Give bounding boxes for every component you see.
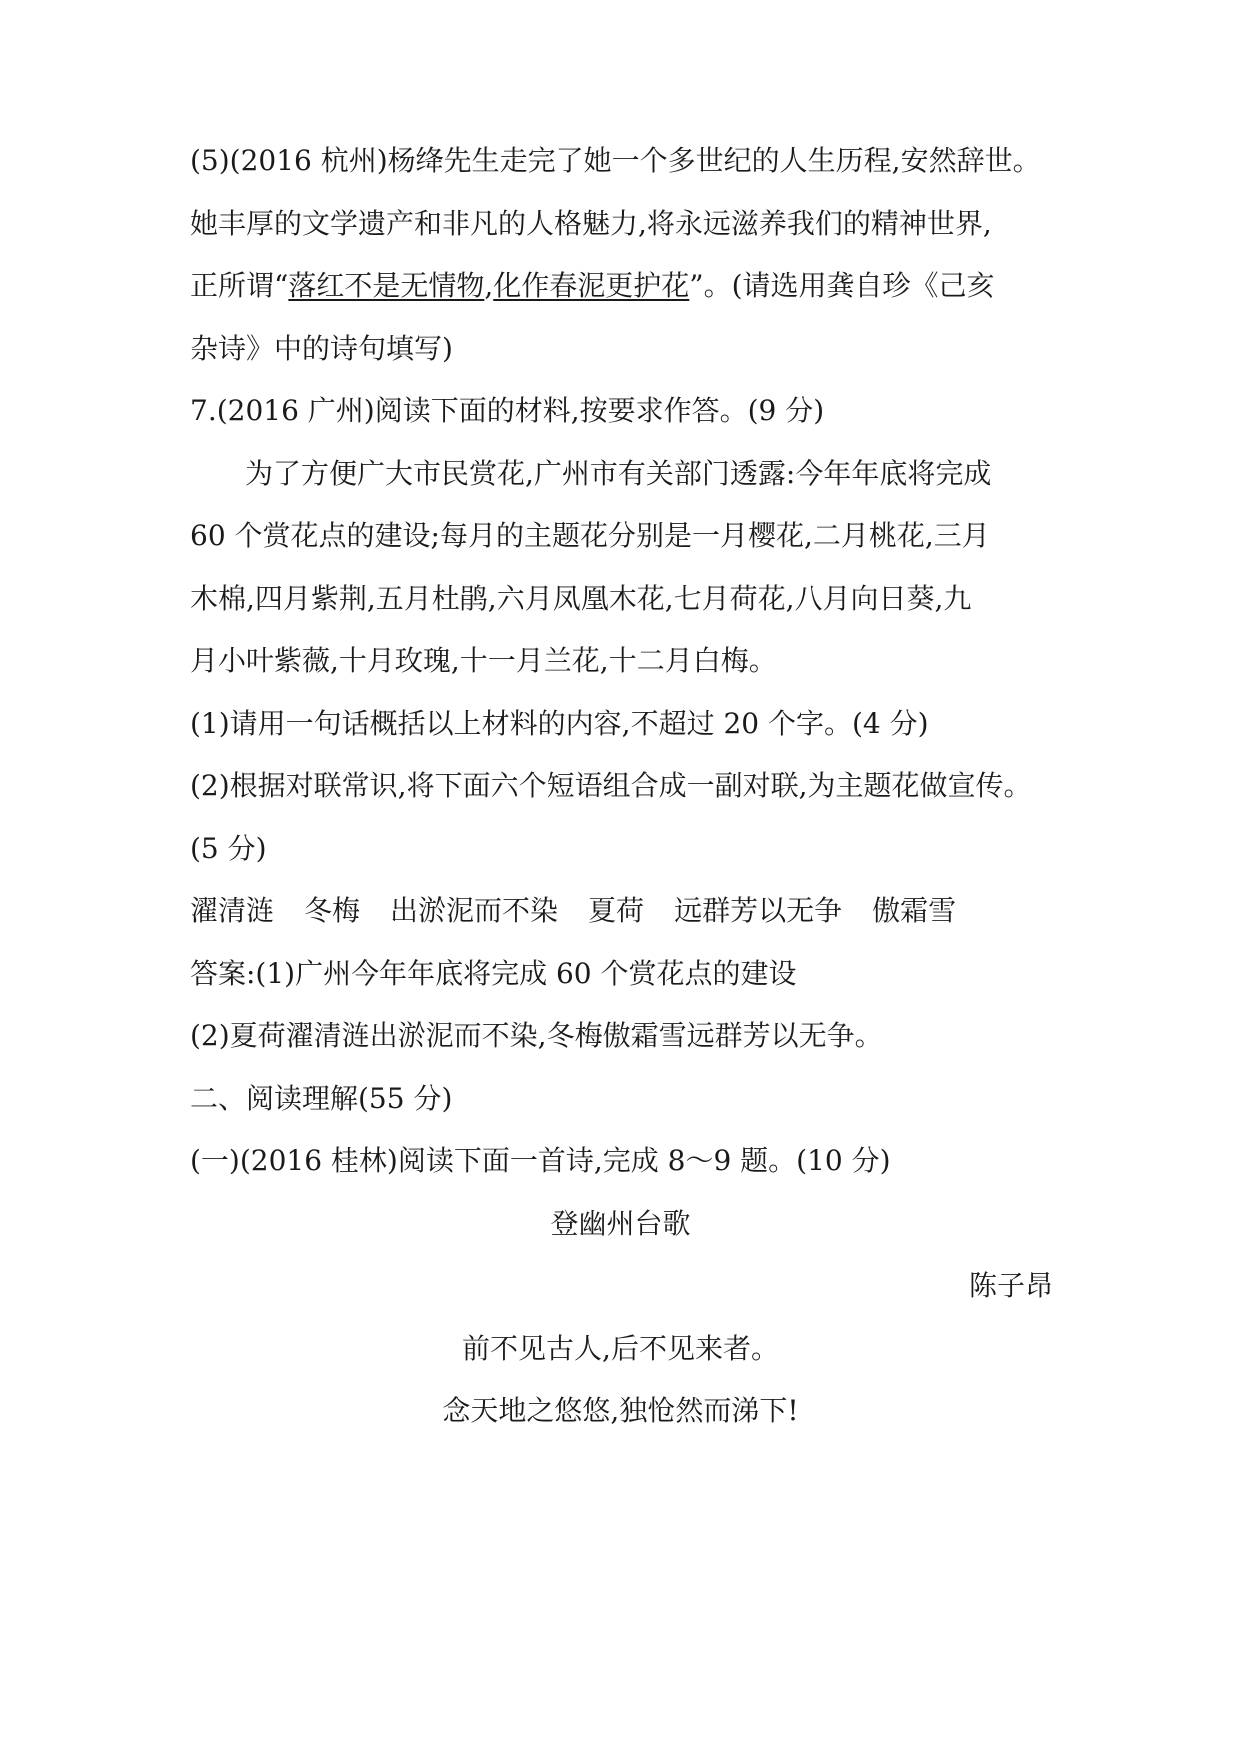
answer-underlined-2: 化作春泥更护花 [493,269,690,302]
q7-answer-1: 答案:(1)广州今年年底将完成 60 个赏花点的建设 [190,957,797,990]
phrase-item: 傲霜雪 [872,894,957,927]
q7-subquestion-1: (1)请用一句话概括以上材料的内容,不超过 20 个字。(4 分) [190,707,929,740]
q7-paragraph-line-1: 为了方便广大市民赏花,广州市有关部门透露:今年年底将完成 [245,457,992,490]
phrase-item: 远群芳以无争 [674,894,843,927]
q7-paragraph-line-3: 木棉,四月紫荆,五月杜鹃,六月凤凰木花,七月荷花,八月向日葵,九 [190,582,972,615]
quote-close-text: ”。(请选用龚自珍《己亥 [689,269,995,302]
section-title: 二、阅读理解(55 分) [190,1082,453,1115]
q7-subquestion-2-score: (5 分) [190,832,267,865]
phrase-item: 冬梅 [304,894,361,927]
q6-5-line-4: 杂诗》中的诗句填写) [190,332,453,365]
poem-line-2: 念天地之悠悠,独怆然而涕下! [442,1394,799,1427]
phrase-item: 夏荷 [588,894,645,927]
phrase-item: 濯清涟 [190,894,275,927]
q7-subquestion-2: (2)根据对联常识,将下面六个短语组合成一副对联,为主题花做宣传。 [190,769,1032,802]
poem-line-1: 前不见古人,后不见来者。 [462,1332,779,1365]
answer-underlined-1: 落红不是无情物 [288,269,485,302]
quote-open-text: 正所谓“ [190,269,289,302]
q7-title: 7.(2016 广州)阅读下面的材料,按要求作答。(9 分) [190,394,825,427]
q7-paragraph-line-2: 60 个赏花点的建设;每月的主题花分别是一月樱花,二月桃花,三月 [190,519,990,552]
poem-title: 登幽州台歌 [550,1207,691,1240]
q7-phrases [190,893,956,929]
phrase-item: 出淤泥而不染 [390,894,559,927]
q7-paragraph-line-4: 月小叶紫薇,十月玫瑰,十一月兰花,十二月白梅。 [190,644,777,677]
comma-text: , [484,269,494,302]
q7-answer-2: (2)夏荷濯清涟出淤泥而不染,冬梅傲霜雪远群芳以无争。 [190,1019,883,1052]
q6-5-line-2: 她丰厚的文学遗产和非凡的人格魅力,将永远滋养我们的精神世界, [190,207,992,240]
part-1-instructions: (一)(2016 桂林)阅读下面一首诗,完成 8～9 题。(10 分) [190,1144,891,1177]
q6-5-line-3 [190,268,995,304]
q6-5-line-1: (5)(2016 杭州)杨绛先生走完了她一个多世纪的人生历程,安然辞世。 [190,144,1041,177]
poem-author: 陈子昂 [969,1269,1054,1302]
